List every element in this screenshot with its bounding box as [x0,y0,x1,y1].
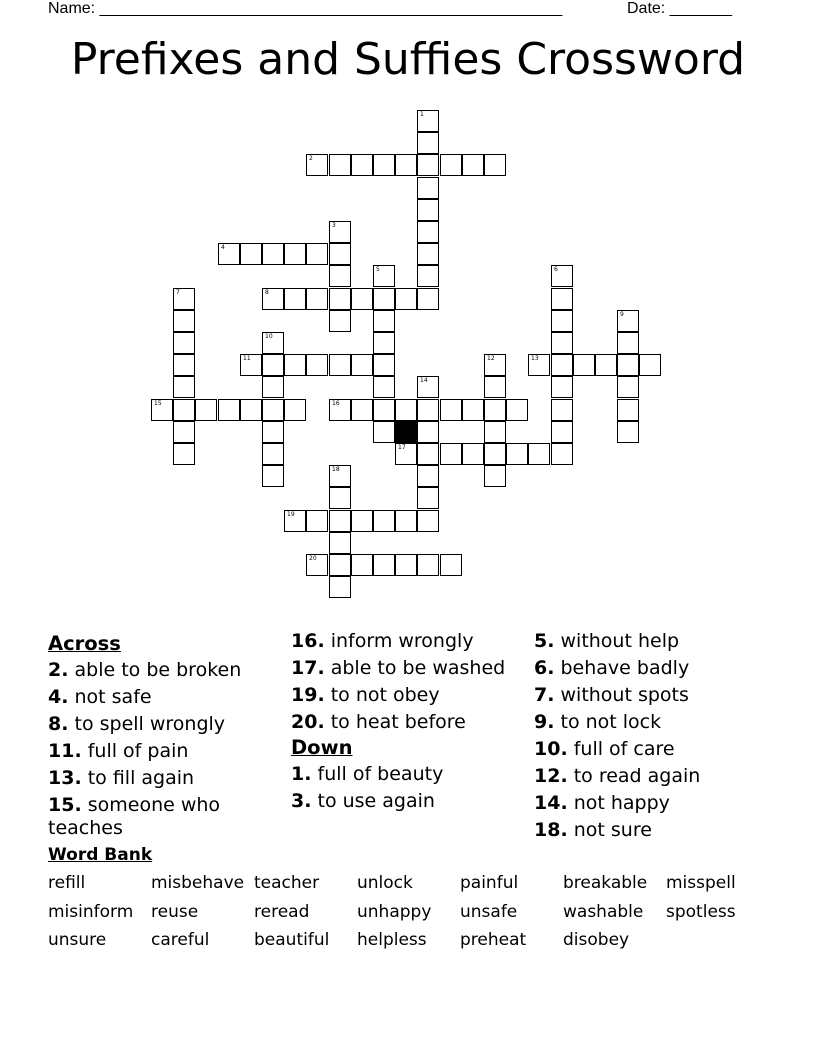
clue-down-1: 1. full of beauty [291,763,444,785]
name-field[interactable]: Name: ____________________________________________________ [48,0,563,17]
date-field[interactable]: Date: _______ [627,0,732,17]
clue-across-13: 13. to fill again [48,767,195,789]
grid-cell[interactable] [417,487,439,509]
grid-cell[interactable] [595,354,617,376]
clue-across-19: 19. to not obey [291,684,440,706]
grid-cell[interactable] [373,399,395,421]
grid-cell[interactable] [528,443,550,465]
grid-cell[interactable] [417,177,439,199]
grid-cell[interactable] [395,510,417,532]
grid-cell[interactable] [262,443,284,465]
grid-cell[interactable] [262,332,284,354]
grid-cell[interactable] [395,554,417,576]
clue-down-6: 6. behave badly [534,657,690,679]
grid-cell[interactable] [329,221,351,243]
cell-number: 9 [620,311,624,318]
cell-number: 7 [176,289,180,296]
grid-cell[interactable] [484,421,506,443]
word-bank-word: misbehave [151,873,245,893]
grid-cell[interactable] [551,265,573,287]
grid-cell[interactable] [373,332,395,354]
grid-cell[interactable] [329,554,351,576]
grid-cell[interactable] [373,421,395,443]
word-bank-word: breakable [563,873,648,893]
grid-cell[interactable] [395,154,417,176]
grid-cell[interactable] [373,310,395,332]
cell-number: 10 [265,333,273,340]
word-bank-word: painful [460,873,519,893]
word-bank-word: unsafe [460,902,518,922]
clue-across-11: 11. full of pain [48,740,189,762]
grid-cell[interactable] [462,443,484,465]
grid-cell[interactable] [484,354,506,376]
grid-cell[interactable] [395,443,417,465]
grid-cell[interactable] [417,376,439,398]
grid-cell[interactable] [284,510,306,532]
clue-across-20: 20. to heat before [291,711,466,733]
grid-cell[interactable] [417,465,439,487]
grid-cell[interactable] [173,354,195,376]
clues-column-1 [48,630,278,840]
grid-cell[interactable] [218,243,240,265]
grid-cell[interactable] [617,332,639,354]
grid-cell[interactable] [417,510,439,532]
grid-cell[interactable] [306,354,328,376]
grid-cell[interactable] [151,399,173,421]
clue-down-7: 7. without spots [534,684,689,706]
grid-cell[interactable] [329,532,351,554]
grid-cell[interactable] [417,199,439,221]
grid-cell[interactable] [373,554,395,576]
grid-cell[interactable] [262,243,284,265]
word-bank-word: unsure [48,930,107,950]
clue-across-8: 8. to spell wrongly [48,713,226,735]
grid-cell[interactable] [329,288,351,310]
grid-cell[interactable] [440,554,462,576]
grid-cell[interactable] [417,399,439,421]
grid-cell[interactable] [440,399,462,421]
grid-cell[interactable] [417,443,439,465]
grid-cell[interactable] [329,487,351,509]
cell-number: 13 [531,355,539,362]
cell-number: 11 [243,355,251,362]
grid-cell[interactable] [417,132,439,154]
cell-number: 8 [265,289,269,296]
grid-cell[interactable] [329,243,351,265]
grid-cell[interactable] [262,421,284,443]
word-bank-title: Word Bank [48,845,153,865]
grid-cell[interactable] [373,354,395,376]
grid-cell[interactable] [329,399,351,421]
grid-cell[interactable] [173,399,195,421]
cell-number: 14 [420,377,428,384]
grid-cell[interactable] [440,443,462,465]
cell-number: 12 [487,355,495,362]
grid-cell[interactable] [573,354,595,376]
grid-cell[interactable] [351,554,373,576]
word-bank-word: preheat [460,930,527,950]
grid-cell[interactable] [173,310,195,332]
cell-number: 5 [376,266,380,273]
cell-number: 16 [332,400,340,407]
down-heading: Down [291,736,353,759]
cell-number: 19 [287,511,295,518]
word-bank-word: disobey [563,930,630,950]
grid-cell[interactable] [551,288,573,310]
grid-cell[interactable] [617,421,639,443]
clue-across-16: 16. inform wrongly [291,630,474,652]
word-bank-word: reuse [151,902,199,922]
cell-number: 20 [309,555,317,562]
grid-cell[interactable] [284,243,306,265]
grid-cell[interactable] [440,154,462,176]
grid-cell[interactable] [395,288,417,310]
grid-cell[interactable] [173,376,195,398]
grid-cell[interactable] [262,288,284,310]
grid-cell[interactable] [551,332,573,354]
grid-cell[interactable] [329,154,351,176]
grid-cell[interactable] [284,354,306,376]
grid-cell[interactable] [329,354,351,376]
grid-cell[interactable] [173,288,195,310]
word-bank-word: helpless [357,930,427,950]
grid-cell[interactable] [173,332,195,354]
grid-cell[interactable] [639,354,661,376]
grid-cell[interactable] [329,465,351,487]
grid-cell[interactable] [617,376,639,398]
grid-cell[interactable] [306,554,328,576]
grid-cell[interactable] [284,399,306,421]
grid-cell[interactable] [329,265,351,287]
clues-column-3 [534,630,774,842]
grid-cell[interactable] [306,154,328,176]
grid-cell[interactable] [306,243,328,265]
grid-cell[interactable] [351,510,373,532]
grid-cell[interactable] [484,399,506,421]
word-bank-word: teacher [254,873,320,893]
grid-cell[interactable] [462,154,484,176]
grid-cell[interactable] [262,376,284,398]
grid-cell[interactable] [284,288,306,310]
grid-cell[interactable] [417,243,439,265]
grid-cell[interactable] [551,443,573,465]
grid-cell[interactable] [329,310,351,332]
word-bank-word: careful [151,930,210,950]
blocked-cell [395,421,417,443]
cell-number: 18 [332,466,340,473]
grid-cell[interactable] [551,376,573,398]
grid-cell[interactable] [417,154,439,176]
grid-cell[interactable] [351,288,373,310]
grid-cell[interactable] [395,399,417,421]
grid-cell[interactable] [329,576,351,598]
grid-cell[interactable] [551,399,573,421]
clue-across-2: 2. able to be broken [48,659,242,681]
cell-number: 6 [554,266,558,273]
cell-number: 15 [154,400,162,407]
clue-down-3: 3. to use again [291,790,435,812]
clue-down-18: 18. not sure [534,819,652,841]
clue-down-12: 12. to read again [534,765,701,787]
word-bank-word: spotless [666,902,736,922]
clue-down-5: 5. without help [534,630,680,652]
word-bank-word: reread [254,902,310,922]
grid-cell[interactable] [462,399,484,421]
grid-cell[interactable] [240,399,262,421]
grid-cell[interactable] [373,154,395,176]
grid-cell[interactable] [551,310,573,332]
grid-cell[interactable] [551,421,573,443]
clue-across-4: 4. not safe [48,686,152,708]
grid-cell[interactable] [417,421,439,443]
grid-cell[interactable] [484,154,506,176]
clue-down-14: 14. not happy [534,792,670,814]
grid-cell[interactable] [373,265,395,287]
grid-cell[interactable] [417,554,439,576]
grid-cell[interactable] [351,154,373,176]
clue-across-17: 17. able to be washed [291,657,506,679]
grid-cell[interactable] [617,310,639,332]
word-bank-word: unlock [357,873,413,893]
cell-number: 1 [420,111,424,118]
grid-cell[interactable] [373,288,395,310]
word-bank-word: misspell [666,873,736,893]
grid-cell[interactable] [484,376,506,398]
grid-cell[interactable] [617,354,639,376]
grid-cell[interactable] [262,399,284,421]
clues-column-2 [291,630,521,813]
grid-cell[interactable] [218,399,240,421]
across-heading: Across [48,632,121,655]
grid-cell[interactable] [306,288,328,310]
clue-down-10: 10. full of care [534,738,675,760]
grid-cell[interactable] [262,354,284,376]
word-bank-word: unhappy [357,902,432,922]
clue-down-9: 9. to not lock [534,711,662,733]
grid-cell[interactable] [506,443,528,465]
grid-cell[interactable] [484,443,506,465]
cell-number: 17 [398,444,406,451]
grid-cell[interactable] [617,399,639,421]
grid-cell[interactable] [240,354,262,376]
cell-number: 2 [309,155,313,162]
grid-cell[interactable] [417,265,439,287]
grid-cell[interactable] [506,399,528,421]
grid-cell[interactable] [417,110,439,132]
clue-across-15: 15. someone who teaches [48,794,221,839]
grid-cell[interactable] [329,510,351,532]
grid-cell[interactable] [417,221,439,243]
cell-number: 3 [332,222,336,229]
word-bank-word: misinform [48,902,134,922]
grid-cell[interactable] [240,243,262,265]
grid-cell[interactable] [484,465,506,487]
grid-cell[interactable] [417,288,439,310]
grid-cell[interactable] [351,354,373,376]
grid-cell[interactable] [551,354,573,376]
cell-number: 4 [221,244,225,251]
grid-cell[interactable] [173,421,195,443]
word-bank-word: washable [563,902,644,922]
grid-cell[interactable] [262,465,284,487]
grid-cell[interactable] [351,399,373,421]
word-bank-word: beautiful [254,930,330,950]
grid-cell[interactable] [373,376,395,398]
word-bank-word: refill [48,873,86,893]
grid-cell[interactable] [173,443,195,465]
grid-cell[interactable] [195,399,217,421]
grid-cell[interactable] [528,354,550,376]
page-title: Prefixes and Suffies Crossword [70,34,746,85]
grid-cell[interactable] [373,510,395,532]
grid-cell[interactable] [306,510,328,532]
